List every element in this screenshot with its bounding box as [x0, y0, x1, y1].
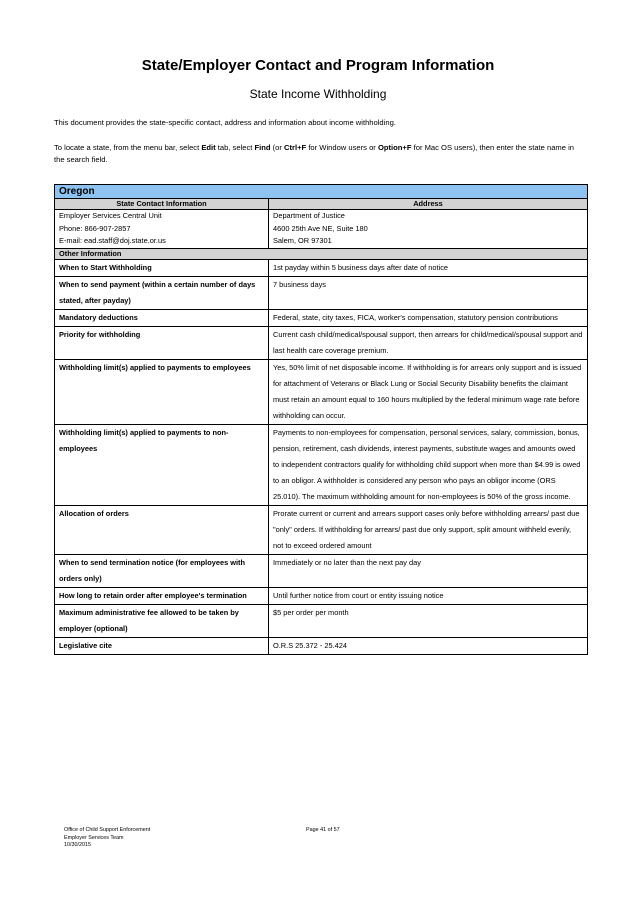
locate-ctrl: Ctrl+F [284, 143, 307, 152]
row-value: Federal, state, city taxes, FICA, worker's compensation, statutory pension contributions [269, 309, 588, 326]
row-value: Payments to non-employees for compensation, personal services, salary, commission, bonus, pension, retirement, cash dividends, interest payments, substitute wages and amounts owed to independent contractors qualify for withholding child support when more than $4.99 is owed to an obligor. A withholder is considered any person who pays an obligor income (ORS 25.010). The maximum withholding amount for non-employees is 50% of the gross income. [269, 424, 588, 505]
locate-edit: Edit [201, 143, 216, 152]
row-value: Yes, 50% limit of net disposable income. If withholding is for arrears only support and is issued for attachment of Veterans or Black Lung or Social Security Disability benefits the claimant must retain an amount equal to 160 hours multiplied by the federal minimum wage rate before withholding can occur. [269, 359, 588, 424]
table-row [55, 505, 588, 554]
locate-text-2: tab, select [215, 143, 255, 152]
locate-text-1: To locate a state, from the menu bar, select [54, 143, 202, 152]
locate-instructions [54, 142, 584, 166]
contact-unit: Employer Services Central Unit [59, 211, 162, 220]
other-info-label: Other Information [55, 248, 588, 259]
footer-date: 10/30/2015 [64, 842, 91, 848]
locate-text-3: (or [270, 143, 285, 152]
contact-header: State Contact Information [55, 199, 269, 210]
table-row [55, 587, 588, 604]
locate-text-4: for Window users or [306, 143, 378, 152]
table-row [55, 359, 588, 424]
row-label: Maximum administrative fee allowed to be taken by employer (optional) [55, 604, 269, 637]
row-label: How long to retain order after employee's termination [55, 587, 269, 604]
table-row [55, 554, 588, 587]
row-value: 7 business days [269, 276, 588, 309]
row-value: Immediately or no later than the next pay day [269, 554, 588, 587]
address-line-3: Salem, OR 97301 [273, 236, 332, 246]
row-label: Allocation of orders [55, 505, 269, 554]
contact-phone: Phone: 866-907-2857 [59, 223, 131, 233]
row-value: O.R.S 25.372 - 25.424 [269, 637, 588, 654]
locate-text-5: for Mac OS users), then enter the state name in the search field. [54, 143, 574, 164]
row-label: Priority for withholding [55, 326, 269, 359]
footer-org: Office of Child Support Enforcement [64, 827, 151, 833]
row-label: When to send payment (within a certain number of days stated, after payday) [55, 276, 269, 309]
row-label: Legislative cite [55, 637, 269, 654]
state-info-table [54, 184, 588, 655]
page-title: State/Employer Contact and Program Information [141, 57, 495, 74]
state-name: Oregon [55, 185, 588, 199]
contact-email: E-mail: ead.staff@doj.state.or.us [59, 236, 166, 246]
locate-find: Find [254, 143, 271, 152]
row-value: Current cash child/medical/spousal support, then arrears for child/medical/spousal support and last health care coverage premium. [269, 326, 588, 359]
row-label: When to send termination notice (for employees with orders only) [55, 554, 269, 587]
address-cell [269, 210, 588, 249]
other-info-row [55, 248, 588, 259]
intro-paragraph: This document provides the state-specific contact, address and information about income withholding. [54, 118, 396, 127]
page-subtitle: State Income Withholding [249, 87, 387, 101]
contact-cell [55, 210, 269, 249]
footer-left [64, 827, 150, 850]
row-value: Until further notice from court or entity issuing notice [269, 587, 588, 604]
footer-page-number: Page 41 of 57 [306, 827, 340, 833]
contact-row [55, 210, 588, 249]
row-value: $5 per order per month [269, 604, 588, 637]
row-label: Withholding limit(s) applied to payments to employees [55, 359, 269, 424]
table-row [55, 637, 588, 654]
table-row [55, 326, 588, 359]
column-header-row [55, 199, 588, 210]
footer-team: Employer Services Team [64, 834, 124, 841]
table-row [55, 259, 588, 276]
table-row [55, 604, 588, 637]
table-row [55, 276, 588, 309]
address-line-2: 4600 25th Ave NE, Suite 180 [273, 223, 368, 233]
table-row [55, 424, 588, 505]
address-header: Address [269, 199, 588, 210]
table-row [55, 309, 588, 326]
state-header-row [55, 185, 588, 199]
address-line-1: Department of Justice [273, 211, 345, 220]
row-value: Prorate current or current and arrears support cases only before withholding arrears/ past due "only" orders. If withholding for arrears/ past due only support, split amount withheld evenly, not to exceed ordered amount [269, 505, 588, 554]
locate-option: Option+F [377, 143, 412, 152]
row-label: Withholding limit(s) applied to payments to non-employees [55, 424, 269, 505]
row-label: When to Start Withholding [55, 259, 269, 276]
row-value: 1st payday within 5 business days after date of notice [269, 259, 588, 276]
row-label: Mandatory deductions [55, 309, 269, 326]
